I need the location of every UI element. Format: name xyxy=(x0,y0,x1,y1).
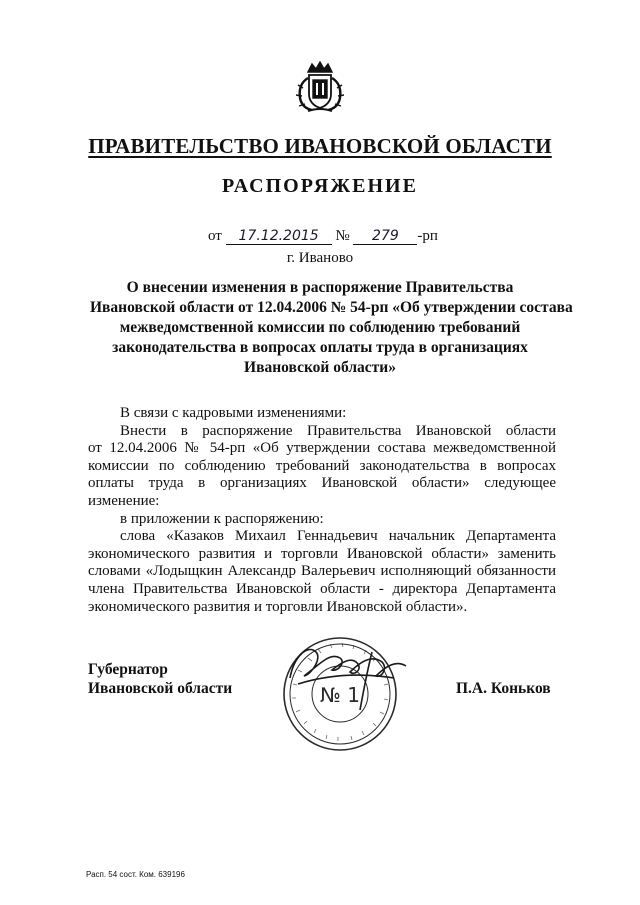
body-line: комиссии по соблюдению требований законодательства в вопросах xyxy=(88,457,556,474)
document-subject xyxy=(90,278,573,378)
body-line: оплаты труда в организациях Ивановской области» следующее xyxy=(88,475,556,492)
body-line: словами «Лодыщкин Александр Валерьевич исполняющий обязанности xyxy=(88,563,556,580)
document-number: 279 xyxy=(353,228,417,245)
body-line: В связи с кадровыми изменениями: xyxy=(120,405,347,421)
signer-title-line: Ивановской области xyxy=(88,680,233,697)
document-body xyxy=(88,405,556,616)
official-seal-icon xyxy=(268,618,418,758)
body-line: экономического развития и торговли Ивановской области» заменить xyxy=(88,545,556,562)
body-line: в приложении к распоряжению: xyxy=(120,510,324,527)
body-line: Внести в распоряжение Правительства Ивановской области xyxy=(120,422,556,439)
subject-line: О внесении изменения в распоряжение Правительства xyxy=(126,279,514,296)
subject-line: межведомственной комиссии по соблюдению требований xyxy=(119,319,521,336)
signer-name: П.А. Коньков xyxy=(456,680,551,697)
svg-text:№ 1: № 1 xyxy=(320,683,360,707)
document-date: 17.12.2015 xyxy=(226,228,332,245)
document-city: г. Иваново xyxy=(286,250,354,266)
body-line: члена Правительства Ивановской области - директора Департамента xyxy=(88,580,556,597)
body-line: изменение: xyxy=(88,492,160,509)
document-dateline xyxy=(208,228,438,245)
date-label: от xyxy=(208,228,222,244)
subject-line: законодательства в вопросах оплаты труда в организациях xyxy=(112,339,528,356)
number-suffix: -рп xyxy=(417,228,438,244)
body-line: слова «Казаков Михаил Геннадьевич начальник Департамента xyxy=(120,528,556,545)
subject-line: Ивановской области» xyxy=(244,359,396,376)
organization-title: ПРАВИТЕЛЬСТВО ИВАНОВСКОЙ ОБЛАСТИ xyxy=(88,134,552,158)
signer-title-line: Губернатор xyxy=(88,661,168,678)
number-label: № xyxy=(335,228,350,244)
print-info: Расп. 54 сост. Ком. 639196 xyxy=(86,870,185,879)
document-type: РАСПОРЯЖЕНИЕ xyxy=(222,175,418,197)
subject-line: Ивановской области от 12.04.2006 № 54-рп «Об утверждении состава xyxy=(90,299,573,316)
coat-of-arms-icon xyxy=(294,58,346,114)
body-line: экономического развития и торговли Ивановской области». xyxy=(88,598,468,615)
signer-title xyxy=(88,660,232,698)
body-line: от 12.04.2006 № 54-рп «Об утверждении состава межведомственной xyxy=(88,440,556,457)
